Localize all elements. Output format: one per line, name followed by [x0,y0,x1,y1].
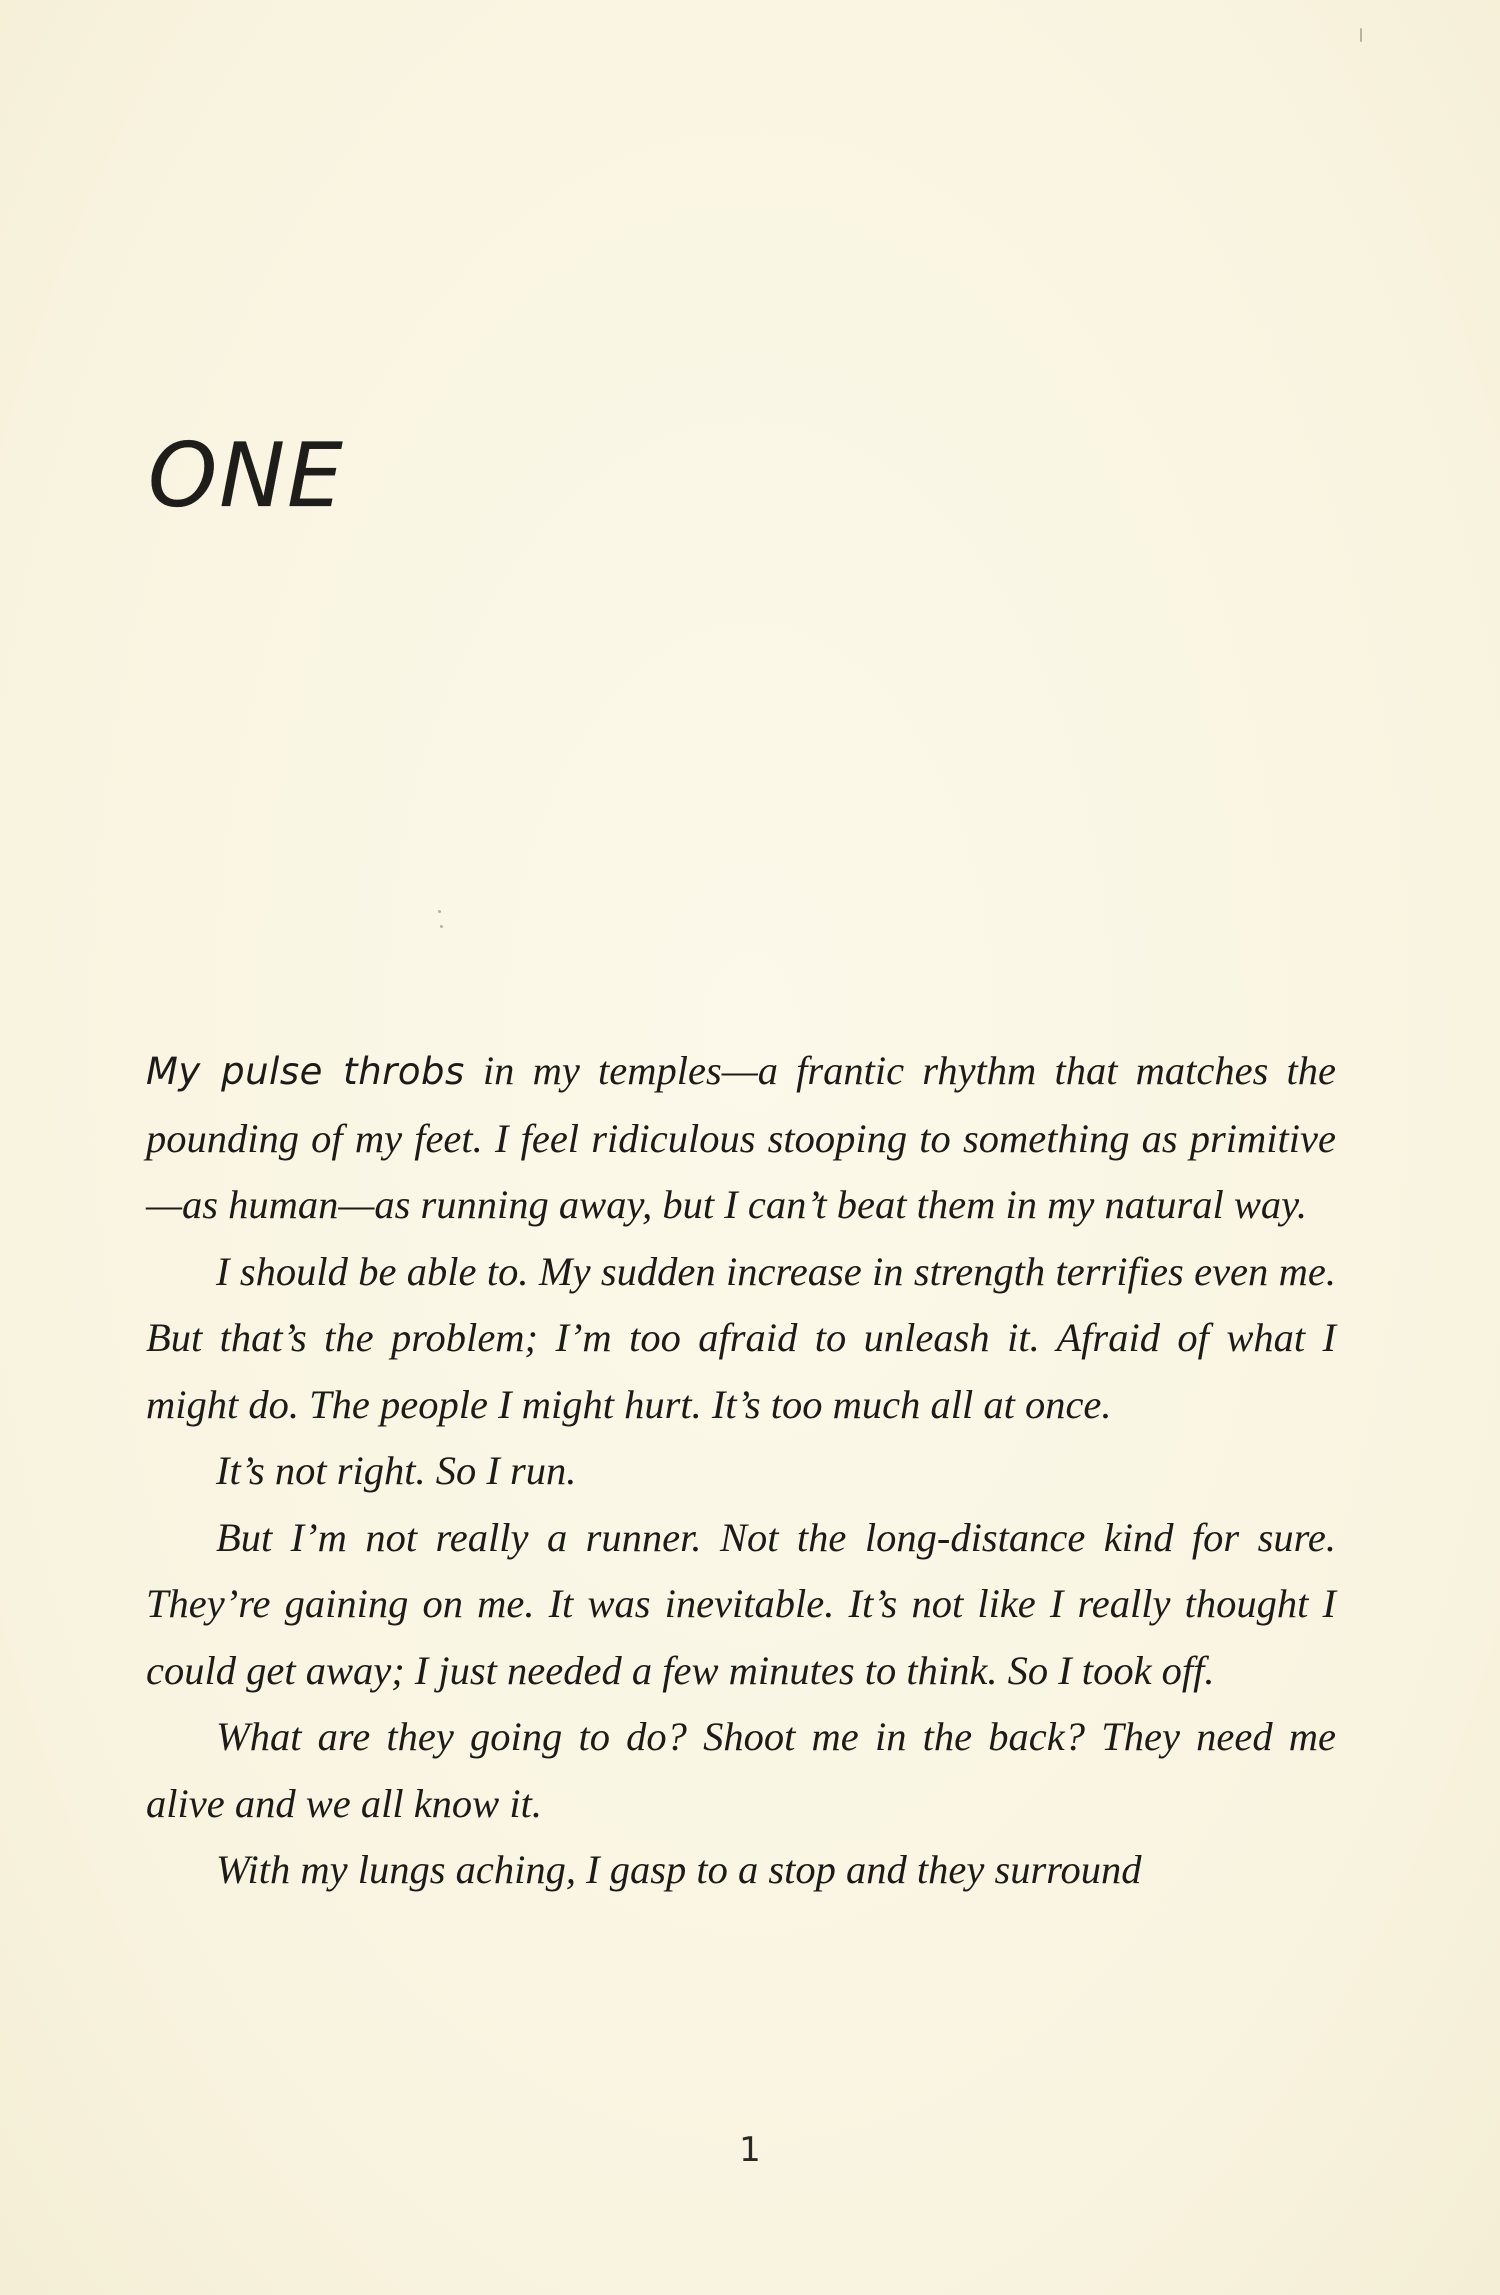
paragraph-2: I should be able to. My sudden increase in strength terrifies even me. But that’s the problem; I’m too afraid to unleash it. Afraid of what I might do. The people I might hurt. It’s too much all at once. [146,1248,1336,1427]
page-number: 1 [739,2130,761,2170]
chapter-title: ONE [148,424,345,527]
paragraph-4: But I’m not really a runner. Not the long-distance kind for sure. They’re gaining on me. It was inevitable. It’s not like I really thought I could get away; I just needed a few minutes to think. So I took off. [146,1514,1336,1693]
paper-speck [1360,28,1362,42]
paragraph-1-text: in my temples—a frantic rhythm that matches the pounding of my feet. I feel ridiculous stooping to something as primitive—as human—as running away, but I can’t beat them in my natural way. [146,1048,1336,1227]
paper-speck [440,925,443,928]
paragraph-3: It’s not right. So I run. [216,1448,577,1493]
paragraph-5: What are they going to do? Shoot me in the back? They need me alive and we all know it. [146,1714,1336,1826]
paragraph-1 [146,1038,1336,1239]
paper-speck [438,910,441,913]
paragraph-6: With my lungs aching, I gasp to a stop and they surround [216,1847,1142,1892]
lead-in-text: My pulse throbs [146,1050,465,1093]
chapter-body [146,1038,1336,1904]
